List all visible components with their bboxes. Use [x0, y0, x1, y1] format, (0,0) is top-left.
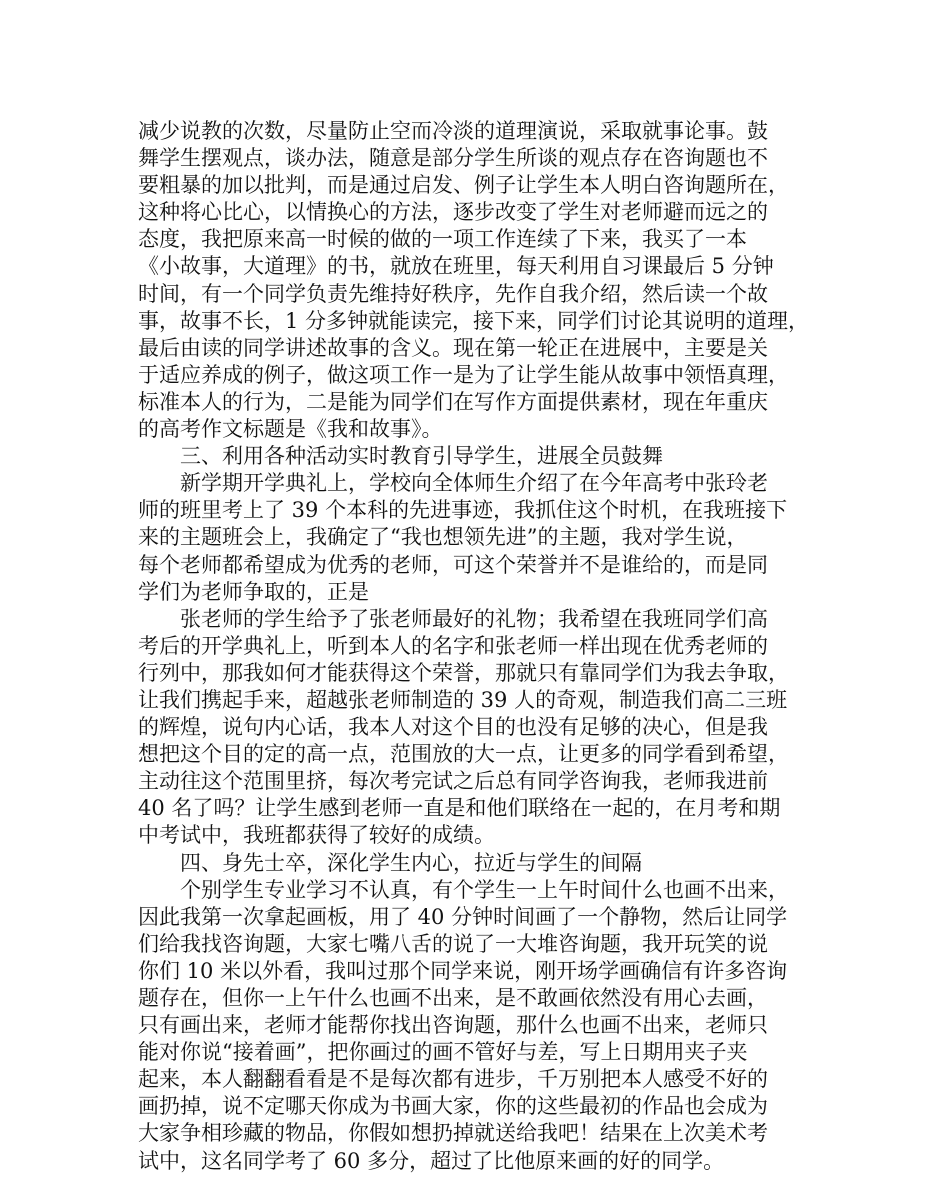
text-line: 四、身先士卒，深化学生内心，拉近与学生的间隔 — [180, 850, 642, 875]
text-line: 考后的开学典礼上，听到本人的名字和张老师一样出现在优秀老师的 — [138, 633, 768, 658]
text-line: 舞学生摆观点，谈办法，随意是部分学生所谈的观点存在咨询题也不 — [138, 146, 768, 171]
text-line: 起来，本人翻翻看看是不是每次都有进步，千万别把本人感受不好的 — [138, 1067, 768, 1092]
text-line: 张老师的学生给予了张老师最好的礼物；我希望在我班同学们高 — [180, 606, 768, 631]
text-line: 们给我找咨询题，大家七嘴八舌的说了一大堆咨询题，我开玩笑的说 — [138, 931, 768, 956]
text-line: 每个老师都希望成为优秀的老师，可这个荣誉并不是谁给的，而是同 — [138, 552, 768, 577]
text-line: 试中，这名同学考了 60 多分，超过了比他原来画的好的同学。 — [138, 1148, 725, 1173]
text-line: 减少说教的次数，尽量防止空而冷淡的道理演说，采取就事论事。鼓 — [138, 119, 768, 143]
text-line: 时间，有一个同学负责先维持好秩序，先作自我介绍，然后读一个故 — [138, 281, 768, 306]
text-line: 让我们携起手来，超越张老师制造的 39 人的奇观，制造我们高二三班 — [138, 687, 788, 712]
text-line: 想把这个目的定的高一点，范围放的大一点，让更多的同学看到希望， — [138, 742, 789, 767]
text-line: 《小故事，大道理》的书，就放在班里，每天利用自习课最后 5 分钟 — [138, 254, 774, 279]
text-line: 的高考作文标题是《我和故事》。 — [138, 417, 443, 442]
text-line: 新学期开学典礼上，学校向全体师生介绍了在今年高考中张玲老 — [180, 471, 768, 496]
text-line: 师的班里考上了 39 个本科的先进事迹，我抓住这个时机，在我班接下 — [138, 498, 788, 523]
text-line: 于适应养成的例子，做这项工作一是为了让学生能从故事中领悟真理， — [138, 362, 789, 387]
text-line: 学们为老师争取的，正是 — [138, 579, 369, 604]
text-line: 中考试中，我班都获得了较好的成绩。 — [138, 823, 495, 848]
text-line: 只有画出来，老师才能帮你找出咨询题，那什么也画不出来，老师只 — [138, 1013, 768, 1038]
text-line: 个别学生专业学习不认真，有个学生一上午时间什么也画不出来， — [180, 877, 789, 902]
body-text — [138, 118, 818, 1175]
text-line: 事，故事不长，1 分多钟就能读完，接下来，同学们讨论其说明的道理， — [138, 308, 810, 333]
text-line: 行列中，那我如何才能获得这个荣誉，那就只有靠同学们为我去争取， — [138, 660, 789, 685]
text-line: 因此我第一次拿起画板，用了 40 分钟时间画了一个静物，然后让同学 — [138, 904, 788, 929]
text-line: 题存在，但你一上午什么也画不出来，是不敢画依然没有用心去画， — [138, 986, 768, 1010]
text-line: 这种将心比心，以情换心的方法，逐步改变了学生对老师避而远之的 — [138, 200, 768, 225]
text-line: 三、利用各种活动实时教育引导学生，进展全员鼓舞 — [180, 444, 663, 469]
text-line: 来的主题班会上，我确定了“我也想领先进”的主题，我对学生说， — [138, 525, 748, 550]
text-line: 态度，我把原来高一时候的做的一项工作连续了下来，我买了一本 — [138, 227, 747, 252]
text-line: 主动往这个范围里挤，每次考完试之后总有同学咨询我，老师我进前 — [138, 769, 768, 794]
text-line: 你们 10 米以外看，我叫过那个同学来说，刚开场学画确信有许多咨询 — [138, 958, 788, 983]
text-line: 标准本人的行为，二是能为同学们在写作方面提供素材，现在年重庆 — [138, 389, 768, 414]
text-line: 能对你说“接着画”，把你画过的画不管好与差，写上日期用夹子夹 — [138, 1040, 748, 1065]
text-line: 画扔掉，说不定哪天你成为书画大家，你的这些最初的作品也会成为 — [138, 1094, 768, 1119]
text-line: 最后由读的同学讲述故事的含义。现在第一轮正在进展中，主要是关 — [138, 335, 768, 360]
text-line: 要粗暴的加以批判，而是通过启发、例子让学生本人明白咨询题所在， — [138, 173, 789, 198]
text-line: 40 名了吗？让学生感到老师一直是和他们联络在一起的，在月考和期 — [138, 796, 781, 821]
text-line: 大家争相珍藏的物品，你假如想扔掉就送给我吧！结果在上次美术考 — [138, 1121, 768, 1146]
text-line: 的辉煌，说句内心话，我本人对这个目的也没有足够的决心，但是我 — [138, 715, 768, 740]
